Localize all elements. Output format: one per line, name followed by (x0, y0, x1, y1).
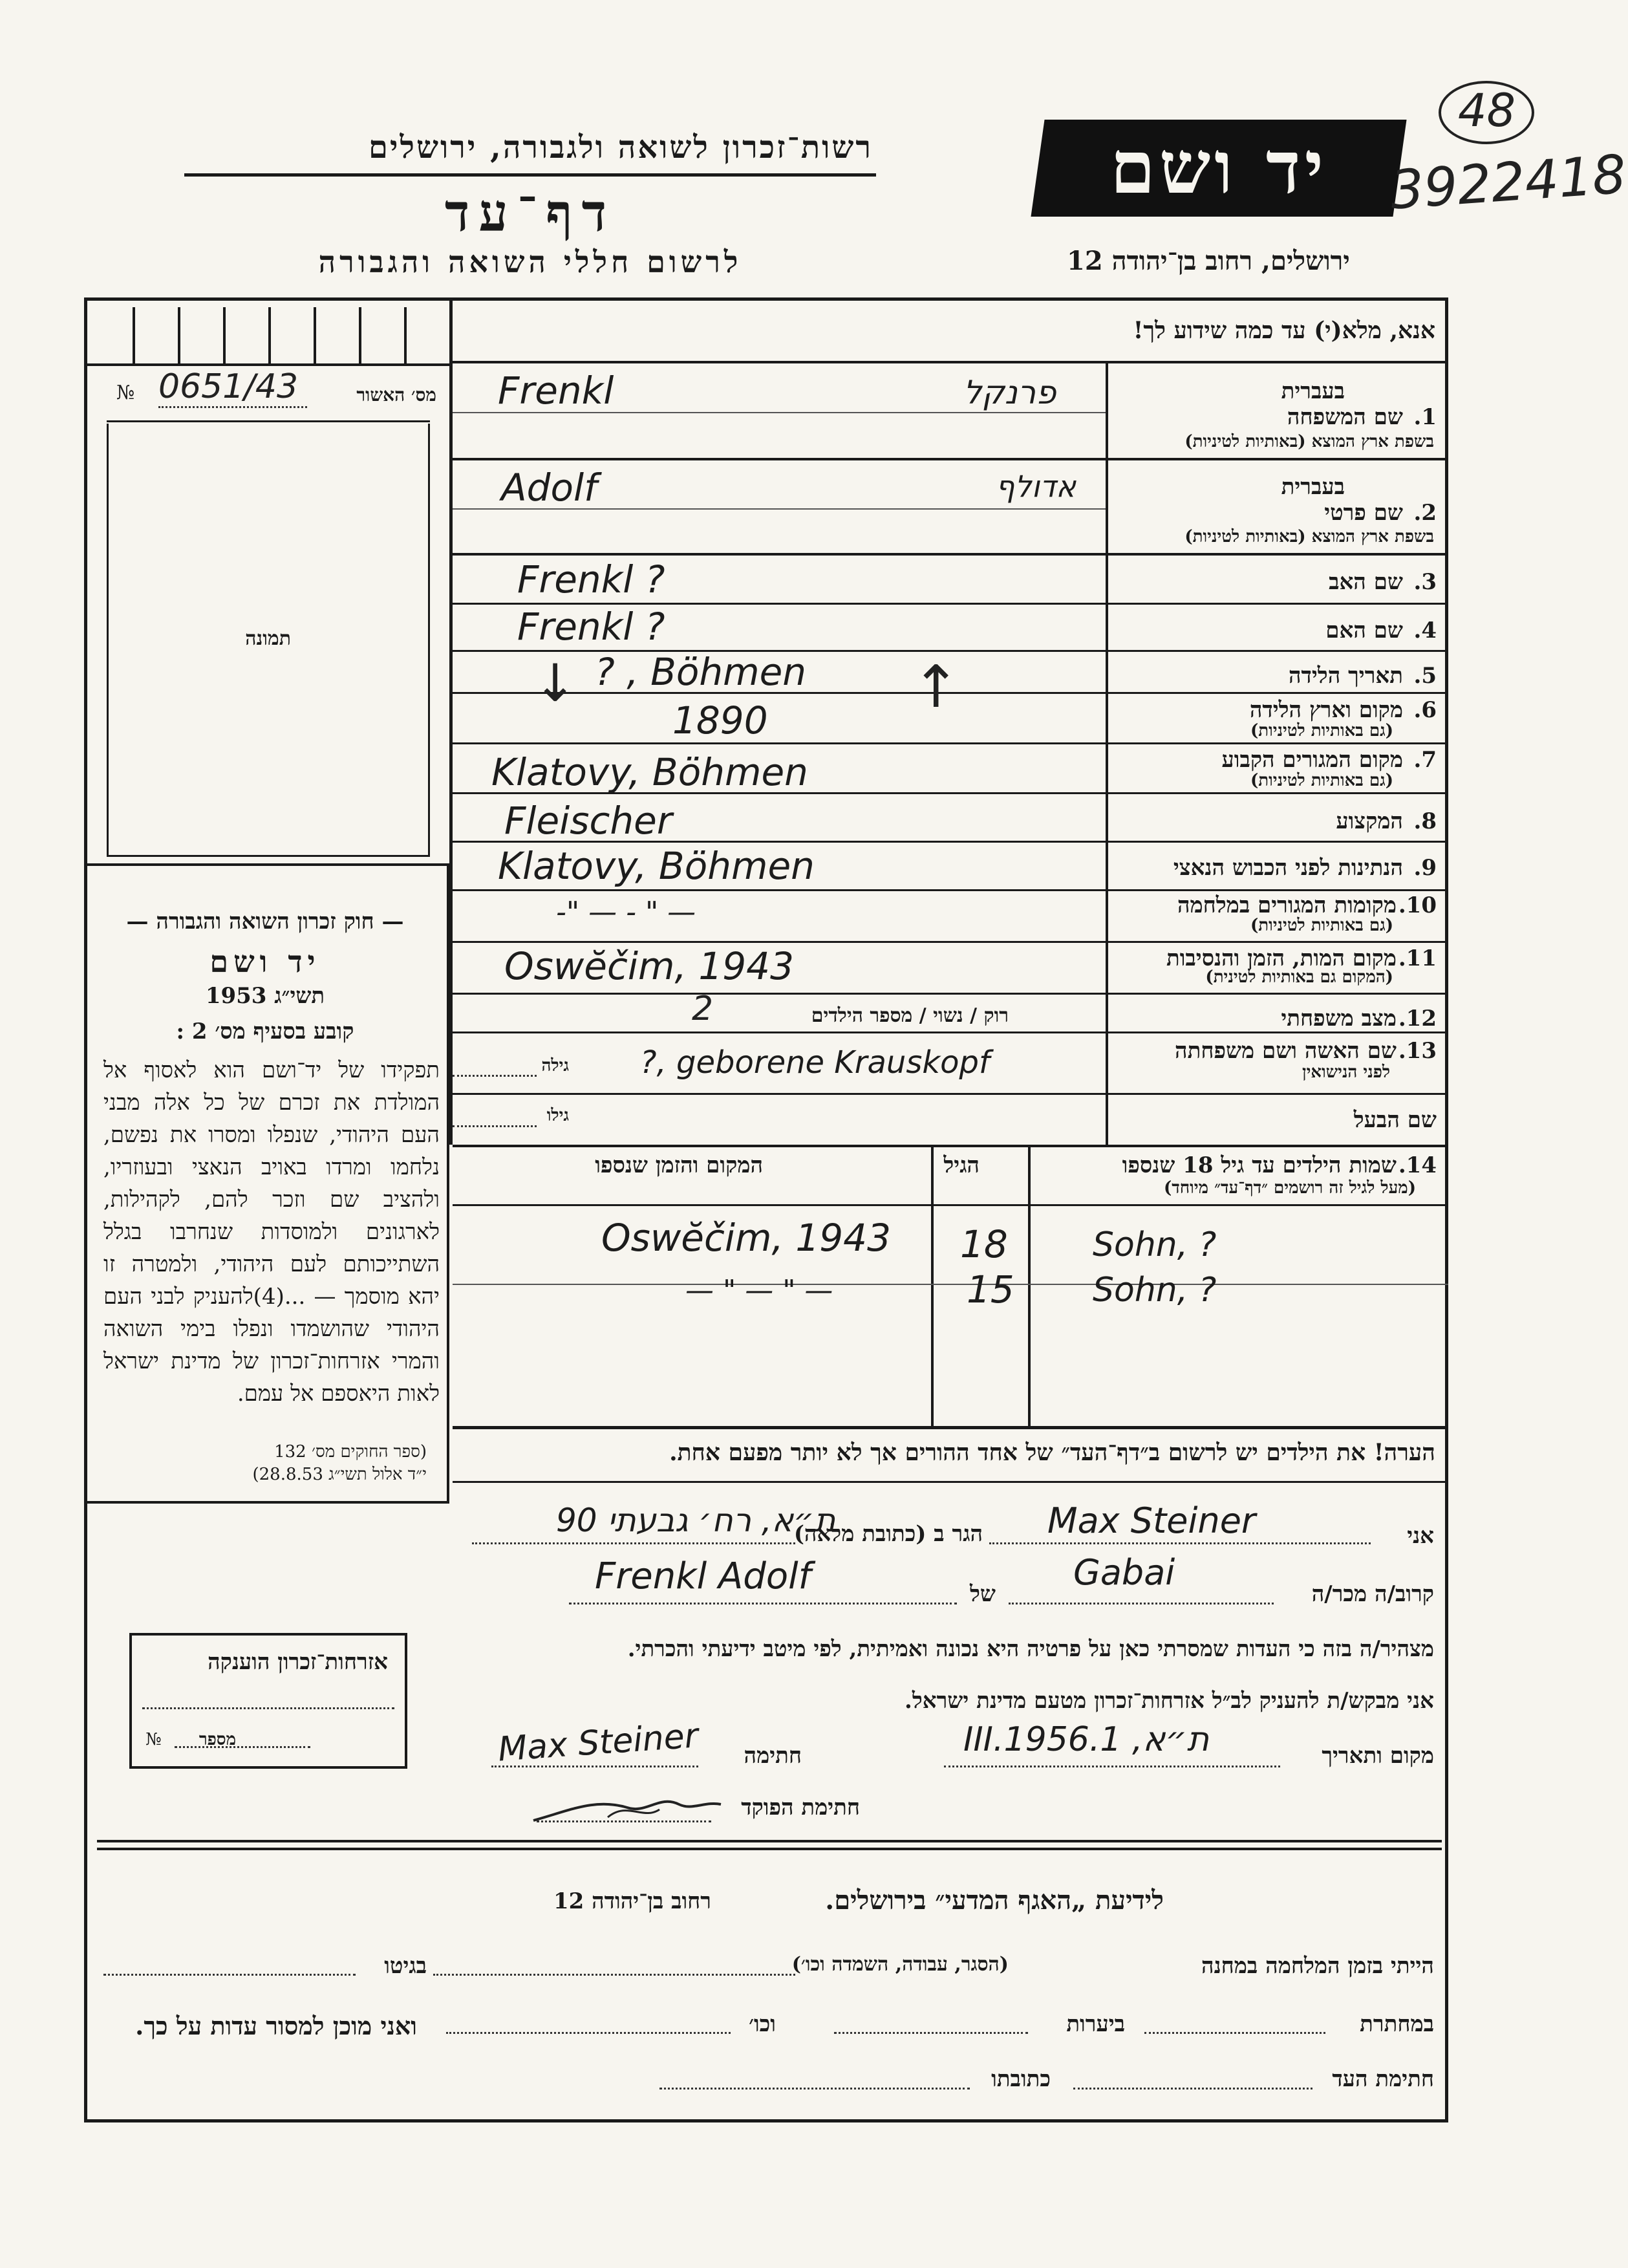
declaration-signature: Max Steiner (497, 1716, 700, 1769)
law-name: יד ושם (209, 944, 321, 979)
child-2-name: Sohn, ? (1093, 1271, 1217, 1310)
footer-forest-line (834, 2032, 1028, 2034)
footer-line3-a: חתימת העד (1332, 2066, 1434, 2092)
declaration-name: Max Steiner (1047, 1500, 1256, 1541)
footer-witness-sign-line (1073, 2088, 1312, 2090)
official-signature-line (537, 1820, 711, 1822)
citizenship-number-label: מספר (198, 1730, 236, 1749)
field-5-label: תאריך הלידה (1288, 663, 1403, 689)
declaration-resident: הגר ב (כתובת מלאה) (793, 1521, 983, 1547)
footer-ghetto-line (103, 1974, 356, 1976)
child-2-age: 15 (967, 1268, 1014, 1312)
field-6-value: 1890 (672, 698, 768, 742)
footer-line2-c: וכו׳ (749, 2011, 776, 2037)
field-10-label: מקומות המגורים במלחמה (1177, 892, 1397, 918)
children-place-header: המקום והזמן שנספו (595, 1152, 763, 1178)
field-13-value: ?, geborene Krauskopf (640, 1044, 990, 1081)
field-2-heb-value: אדולף (996, 469, 1076, 504)
citizenship-no-sign: № (145, 1730, 162, 1749)
field-2-sub: בשפת ארץ המוצא (באותיות לטיניות) (1184, 527, 1434, 546)
declaration-official-label: חתימת הפוקד (741, 1795, 860, 1820)
field-6-label: מקום וארץ הלידה (1249, 697, 1403, 723)
citizenship-title: אזרחות־זכרון הוענקה (208, 1649, 388, 1675)
instruction: אנא, מלא(י) עד כמה שידוע לך! (1133, 317, 1435, 344)
field-1-number: 1. (1413, 404, 1437, 430)
footer-line2-a: במחתרת (1360, 2011, 1434, 2037)
footer-line1-c: בגיטו (384, 1953, 427, 1979)
field-1-value: Frenkl (498, 369, 614, 413)
footer-line2-b: ביערות (1066, 2011, 1125, 2037)
declaration-place-date-label: מקום ותאריך (1322, 1743, 1434, 1769)
field-7-number: 7. (1413, 747, 1437, 773)
field-9-number: 9. (1413, 855, 1437, 881)
field-5-value: ? , Böhmen (595, 650, 807, 694)
field-5-number: 5. (1413, 663, 1437, 689)
field-13-number: 13. (1398, 1038, 1437, 1064)
form-title: דף־עד (444, 182, 616, 243)
field-13-age-line (453, 1075, 537, 1077)
field-8-label: המקצוע (1336, 808, 1403, 834)
field-4-value: Frenkl ? (517, 605, 665, 649)
footer-line1-b: (הסגר, עבודה, השמדה וכו׳) (791, 1953, 1009, 1976)
footer-address-line (659, 2088, 970, 2090)
footer-underground-line (1144, 2032, 1325, 2034)
field-12-children: 2 (692, 989, 714, 1028)
archive-number: 3922418 (1388, 144, 1628, 222)
field-2-heb-tag: בעברית (1281, 474, 1345, 500)
child-1-name: Sohn, ? (1093, 1226, 1217, 1264)
field-2-value: Adolf (501, 466, 597, 510)
field-11-sub: (המקום גם באותיות לטינית) (1205, 967, 1393, 987)
declaration-signature-label: חתימה (744, 1743, 802, 1769)
law-ref-2: י״ד אלול תשי״ג 28.8.53) (252, 1465, 427, 1484)
field-11-number: 11. (1398, 945, 1437, 971)
field-1-label: שם המשפחה (1287, 404, 1403, 430)
logo-text: יד ושם (1109, 125, 1328, 210)
child-2-place: — " — " — (685, 1274, 833, 1307)
field-12-number: 12. (1398, 1006, 1437, 1031)
field-11-value: Oswĕčim, 1943 (504, 944, 794, 988)
declaration-place-date-line (944, 1766, 1280, 1767)
declaration-relation: Gabai (1073, 1552, 1175, 1593)
footer-camp-line (433, 1974, 795, 1976)
official-signature-icon (530, 1791, 724, 1833)
stamp-top-number: 48 (1458, 84, 1516, 137)
field-4-label: שם האם (1325, 618, 1403, 643)
footer-line3-b: כתובתו (991, 2066, 1051, 2092)
institution-title: רשות־זכרון לשואה ולגבורה, ירושלים (368, 129, 873, 166)
field-13-sub: לפני הנישואין (1301, 1063, 1390, 1082)
field-7-value: Klatovy, Böhmen (491, 750, 808, 794)
declaration-name-line (989, 1542, 1371, 1544)
field-13-label: שם האשה ושם משפחתה (1175, 1038, 1397, 1064)
law-title: — חוק זכרון השואה והגבורה — (126, 909, 404, 934)
declaration-ani: אני (1407, 1523, 1434, 1549)
children-title-sub: (מעל לגיל זה רושמים ״דף־עד״ מיוחד) (1163, 1178, 1416, 1198)
declaration-address: ת״א, רח׳ גבעתי 90 (556, 1502, 836, 1539)
field-4-number: 4. (1413, 618, 1437, 643)
law-ref-1: (ספר החוקים מס׳ 132 (274, 1442, 427, 1462)
field-3-label: שם האב (1329, 569, 1403, 595)
field-3-number: 3. (1413, 569, 1437, 595)
field-11-label: מקום המות, הזמן והנסיבות (1166, 945, 1397, 971)
field-husband-age-line (453, 1125, 537, 1127)
field-13-age-label: גילה (541, 1056, 569, 1075)
declaration-request: אני מבקש/ת להעניק לב״ל אזרחות־זכרון מטעם מדינת ישראל. (905, 1688, 1434, 1714)
field-husband-label: שם הבעל (1353, 1107, 1437, 1133)
footer-address: רחוב בן־יהודה 12 (553, 1888, 711, 1914)
field-7-label: מקום המגורים הקבוע (1221, 747, 1403, 773)
field-2-number: 2. (1413, 500, 1437, 526)
field-6-number: 6. (1413, 697, 1437, 723)
child-1-age: 18 (960, 1222, 1008, 1266)
citizenship-line-1 (142, 1707, 394, 1709)
field-10-sub: (גם באותיות לטיניות) (1250, 916, 1393, 935)
declaration-relation-line (1009, 1603, 1274, 1604)
field-9-label: הנתינות לפני הכבוש הנאצי (1173, 855, 1403, 881)
field-husband-age-label: גילו (546, 1106, 569, 1125)
field-3-value: Frenkl ? (517, 557, 665, 601)
arrow-down-icon: ↓ (533, 653, 577, 713)
children-age-header: הגיל (943, 1152, 980, 1178)
yad-vashem-logo (1031, 120, 1406, 217)
address: ירושלים, רחוב בן־יהודה 12 (1067, 246, 1350, 276)
field-10-value: -" — - " — (556, 896, 696, 929)
field-10-number: 10. (1398, 892, 1437, 918)
approval-no-sign: № (116, 382, 135, 404)
declaration-of: של (970, 1581, 996, 1607)
photo-label: תמונה (245, 627, 291, 650)
law-text: תפקידו של יד־ושם הוא לאסוף אל המולדת את זכרם של כל אלה מבני העם היהודי, שנפלו ומסרו את נפשם, נלחמו ומרדו באויב הנאצי ובעוזריו, ולהציב שם וזכר להם, לקהילות, לארגונים ולמוסדות שנחרבו בגלל השתייכותם לעם היהודי, ולמטרה זו יהא מוסמך — ...(4)להעניק לבני העם היהודי שהושמדו ונפלו בימי השואה והמרי אזרחות־זכרון של מדינת ישראל לאות היאספם אל עמם. (103, 1057, 440, 1407)
children-number: 14. (1398, 1152, 1437, 1178)
form-subtitle: לרשום חללי השואה והגבורה (318, 244, 742, 279)
children-title: שמות הילדים עד גיל 18 שנספו (1122, 1152, 1397, 1178)
law-year: תשי״ג 1953 (205, 983, 325, 1009)
field-8-number: 8. (1413, 808, 1437, 834)
declaration-of-name: Frenkl Adolf (595, 1555, 811, 1597)
law-clause: קובע בסעיף מס׳ 2 : (176, 1019, 354, 1044)
field-2-label: שם פרטי (1324, 500, 1403, 526)
note: הערה! את הילדים יש לרשום ב״דף־העד״ של אחד ההורים אך לא יותר מפעם אחת. (669, 1439, 1435, 1466)
field-6-sub: (גם באותיות לטיניות) (1250, 721, 1393, 740)
declaration-place-date: ת״א, 1.III.1956 (963, 1720, 1210, 1759)
declaration-relation-label: קרוב/ה מכר/ה (1311, 1581, 1434, 1607)
footer-line1-a: הייתי בזמן המלחמה במחנה (1201, 1953, 1434, 1979)
declaration-statement: מצהיר/ה בזה כי העדות שמסרתי כאן על פרטיה היא נכונה ואמיתית, לפי מיטב ידיעתי והכרתי. (627, 1636, 1434, 1662)
field-1-heb-tag: בעברית (1281, 378, 1345, 404)
stamp-top-circle (1439, 81, 1534, 144)
field-8-value: Fleischer (504, 799, 672, 843)
field-1-sub: בשפת ארץ המוצא (באותיות לטיניות) (1184, 432, 1434, 451)
footer-heading: לידיעת „האגף המדעי״ בירושלים. (825, 1885, 1164, 1916)
field-7-sub: (גם באותיות לטיניות) (1250, 771, 1393, 790)
declaration-address-line (472, 1542, 795, 1544)
field-9-value: Klatovy, Böhmen (498, 844, 815, 888)
footer-line2-d: ואני מוכן למסור עדות על כך. (135, 2011, 417, 2040)
field-12-label: מצב משפחתי (1281, 1006, 1397, 1031)
footer-etc-line (446, 2032, 731, 2034)
field-12-value: רוק / נשוי / מספר הילדים (811, 1004, 1009, 1027)
approval-number: 0651/43 (158, 367, 307, 408)
field-1-heb-value: פרנקל (963, 374, 1056, 411)
child-1-place: Oswĕčim, 1943 (601, 1216, 891, 1260)
declaration-of-line (569, 1603, 957, 1604)
approval-label: מס׳ האשור (356, 384, 436, 405)
arrow-up-icon: ↑ (912, 653, 961, 721)
citizenship-line-2 (175, 1746, 310, 1748)
approval-boxes (87, 301, 449, 365)
